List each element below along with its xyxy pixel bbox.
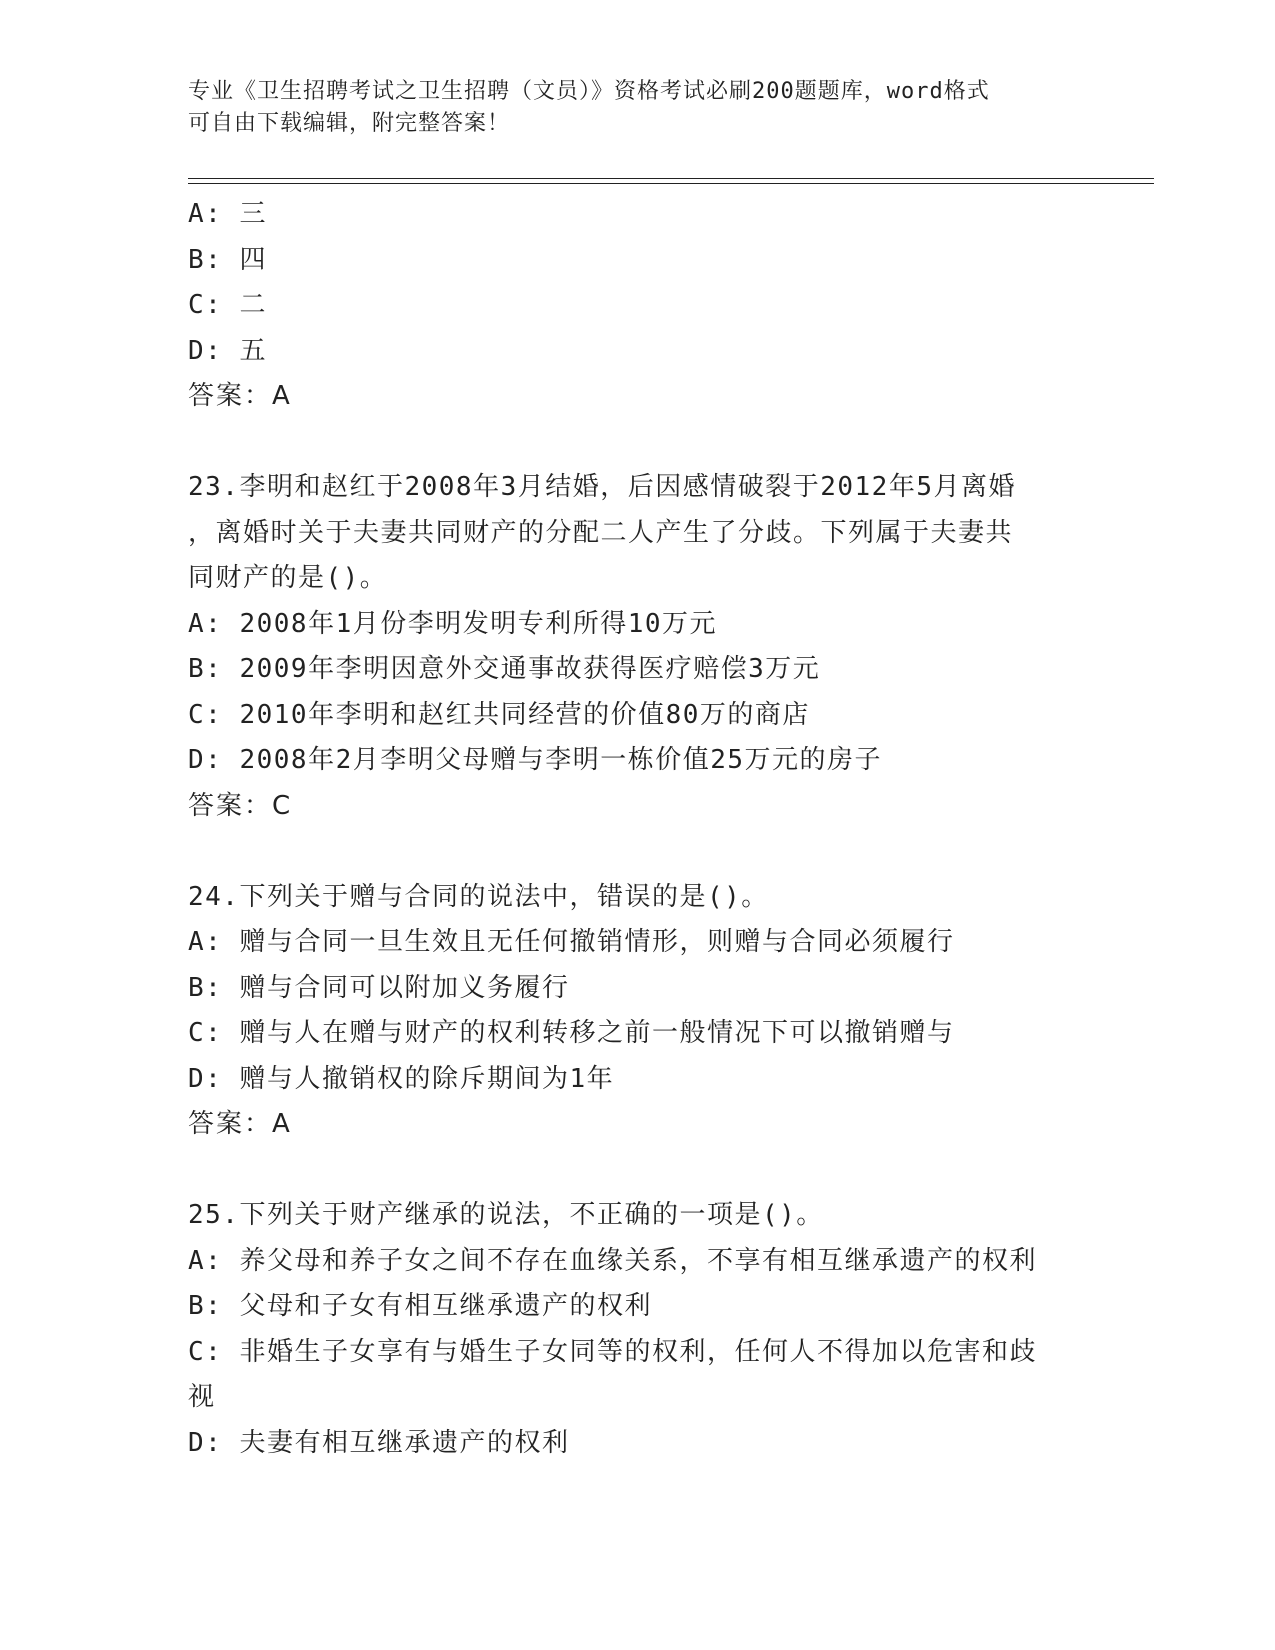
header-rule-bottom: [188, 183, 1154, 184]
option-d: D: 2008年2月李明父母赠与李明一栋价值25万元的房子: [188, 745, 883, 775]
question-list: [188, 192, 1088, 1466]
answer: 答案：A: [188, 381, 292, 411]
option-a: A: 三: [188, 199, 267, 229]
option-b: B: 四: [188, 244, 267, 275]
question-22-tail: [188, 192, 1088, 420]
header-line-2: 可自由下载编辑，附完整答案！: [188, 111, 511, 136]
header-rule-top: [188, 178, 1154, 179]
option-c-continuation: 视: [188, 1382, 216, 1412]
answer: 答案：A: [188, 1109, 292, 1139]
question-23: [188, 465, 1088, 829]
option-c: C: 赠与人在赠与财产的权利转移之前一般情况下可以撤销赠与: [188, 1018, 955, 1048]
option-b: B: 赠与合同可以附加义务履行: [188, 972, 570, 1003]
question-stem-line: 同财产的是()。: [188, 563, 388, 593]
option-a: A: 2008年1月份李明发明专利所得10万元: [188, 608, 718, 639]
question-stem-line: 23.李明和赵红于2008年3月结婚，后因感情破裂于2012年5月离婚: [188, 472, 1016, 502]
option-c: C: 非婚生子女享有与婚生子女同等的权利，任何人不得加以危害和歧: [188, 1336, 1037, 1367]
spacer: [188, 420, 1088, 466]
option-b: B: 父母和子女有相互继承遗产的权利: [188, 1291, 652, 1321]
option-d: D: 赠与人撤销权的除斥期间为1年: [188, 1063, 615, 1094]
question-stem-line: 25.下列关于财产继承的说法，不正确的一项是()。: [188, 1200, 824, 1230]
question-24: [188, 875, 1088, 1148]
option-a: A: 养父母和养子女之间不存在血缘关系，不享有相互继承遗产的权利: [188, 1245, 1037, 1276]
option-c: C: 2010年李明和赵红共同经营的价值80万的商店: [188, 699, 810, 730]
question-stem-line: 24.下列关于赠与合同的说法中，错误的是()。: [188, 881, 769, 912]
document-header: [188, 76, 1088, 140]
option-b: B: 2009年李明因意外交通事故获得医疗赔偿3万元: [188, 654, 821, 684]
option-c: C: 二: [188, 290, 267, 320]
answer: 答案：C: [188, 790, 293, 821]
spacer: [188, 829, 1088, 875]
question-25: [188, 1193, 1088, 1466]
option-a: A: 赠与合同一旦生效且无任何撤销情形，则赠与合同必须履行: [188, 927, 955, 957]
option-d: D: 五: [188, 335, 267, 366]
header-line-1: 专业《卫生招聘考试之卫生招聘（文员）》资格考试必刷200题题库，word格式: [188, 79, 990, 104]
spacer: [188, 1148, 1088, 1194]
question-stem-line: ，离婚时关于夫妻共同财产的分配二人产生了分歧。下列属于夫妻共: [188, 517, 1014, 548]
option-d: D: 夫妻有相互继承遗产的权利: [188, 1427, 570, 1458]
